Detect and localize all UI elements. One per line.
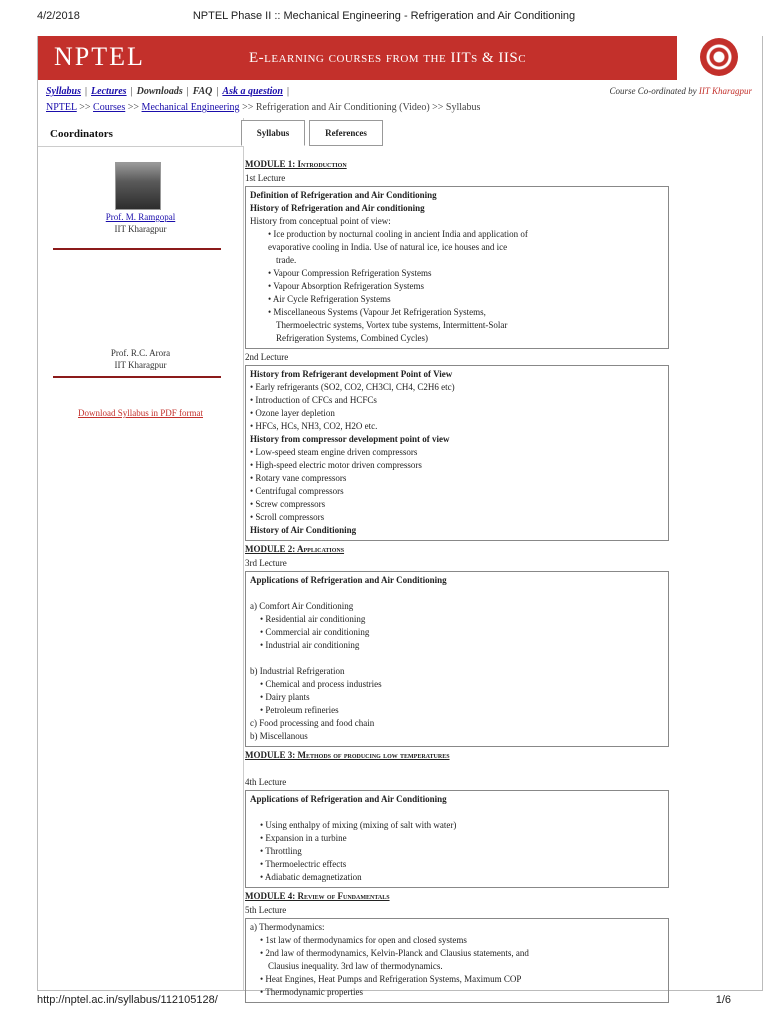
page-frame [37,36,763,997]
syllabus-line: Refrigeration Systems, Combined Cycles) [276,333,428,343]
nav-ask-link[interactable]: Ask a question [222,86,283,97]
pdf-download [38,408,243,418]
nptel-banner [38,36,762,80]
nav-syllabus-link[interactable]: Syllabus [46,86,82,97]
syllabus-line: • Ozone layer depletion [250,408,335,418]
lecture-label: 5th Lecture [245,905,287,915]
print-date: 4/2/2018 [37,10,80,22]
syllabus-line: • Air Cycle Refrigeration Systems [268,294,391,304]
syllabus-line: • Dairy plants [260,692,310,702]
syllabus-line: • Chemical and process industries [260,679,382,689]
coordinators-heading: Coordinators [50,128,113,140]
crumb-courses[interactable]: Courses [93,102,126,113]
syllabus-line: Applications of Refrigeration and Air Conditioning [250,794,447,804]
module-heading: MODULE 2: Applications [245,544,345,554]
tab-syllabus[interactable]: Syllabus [241,120,305,146]
syllabus-line: a) Thermodynamics: [250,922,325,932]
nptel-logo[interactable]: NPTEL [54,42,145,71]
syllabus-line: c) Food processing and food chain [250,718,375,728]
syllabus-line: • Miscellaneous Systems (Vapour Jet Refrigeration Systems, [268,307,486,317]
syllabus-line: • Petroleum refineries [260,705,339,715]
syllabus-line: History from compressor development point of view [250,434,450,444]
syllabus-line: • Adiabatic demagnetization [260,872,362,882]
tab-references[interactable]: References [309,120,383,146]
print-page-number: 1/6 [715,994,731,1006]
nav-sep: | [85,86,88,97]
syllabus-line: Clausius inequality. 3rd law of thermodynamics. [268,961,443,971]
nav-downloads[interactable]: Downloads [136,86,183,97]
prof-ramgopal-link[interactable]: Prof. M. Ramgopal [105,212,176,222]
syllabus-line: • Introduction of CFCs and HCFCs [250,395,377,405]
crumb-sep: >> [242,102,254,113]
lecture-label: 4th Lecture [245,777,287,787]
nav-lectures-link[interactable]: Lectures [91,86,127,97]
syllabus-line: • Residential air conditioning [260,614,366,624]
breadcrumb [46,102,480,113]
syllabus-line: • Ice production by nocturnal cooling in ancient India and application of [268,229,528,239]
syllabus-content [245,158,669,1005]
syllabus-line: • Expansion in a turbine [260,833,347,843]
coordinated-iit[interactable]: IIT Kharagpur [698,86,752,96]
print-title: NPTEL Phase II :: Mechanical Engineering - Refrigeration and Air Conditioning [192,10,576,22]
syllabus-line: • Low-speed steam engine driven compressors [250,447,418,457]
crumb-mech[interactable]: Mechanical Engineering [141,102,240,113]
lecture-label: 2nd Lecture [245,352,289,362]
syllabus-line: • HFCs, HCs, NH3, CO2, H2O etc. [250,421,378,431]
syllabus-line: b) Industrial Refrigeration [250,666,345,676]
spacer [245,762,669,775]
nptel-emblem-icon [676,36,762,80]
syllabus-line: • Rotary vane compressors [250,473,347,483]
coordinator-1-inst: IIT Kharagpur [114,224,167,234]
crumb-nptel[interactable]: NPTEL [46,102,77,113]
syllabus-line: • Commercial air conditioning [260,627,370,637]
syllabus-line: • Using enthalpy of mixing (mixing of salt with water) [260,820,457,830]
top-nav [46,86,293,97]
coordinator-2-inst: IIT Kharagpur [114,360,167,370]
course-coordinator [609,86,752,96]
syllabus-line: • Early refrigerants (SO2, CO2, CH3Cl, CH4, C2H6 etc) [250,382,455,392]
coordinator-divider [53,376,221,378]
syllabus-line: • Industrial air conditioning [260,640,360,650]
module-heading: MODULE 1: Introduction [245,159,347,169]
syllabus-line: • Vapour Absorption Refrigeration Systems [268,281,424,291]
lecture-box [245,186,669,349]
nav-sep: | [186,86,189,97]
print-url: http://nptel.ac.in/syllabus/112105128/ [37,994,218,1006]
syllabus-line: b) Miscellanous [250,731,308,741]
syllabus-line: trade. [276,255,297,265]
coordinator-1 [38,212,243,234]
syllabus-line: • 1st law of thermodynamics for open and closed systems [260,935,467,945]
syllabus-line: • Vapour Compression Refrigeration Systems [268,268,432,278]
syllabus-line: • 2nd law of thermodynamics, Kelvin-Planck and Clausius statements, and [260,948,529,958]
crumb-current: Refrigeration and Air Conditioning (Video) >> Syllabus [255,102,481,113]
spacer [250,587,664,600]
syllabus-line: a) Comfort Air Conditioning [250,601,354,611]
syllabus-line: • Screw compressors [250,499,326,509]
syllabus-line: • Thermoelectric effects [260,859,347,869]
download-syllabus-pdf-link[interactable]: Download Syllabus in PDF format [78,408,203,418]
coordinator-divider [53,248,221,250]
lecture-label: 1st Lecture [245,173,286,183]
sidebar-rule [38,146,243,147]
crumb-sep: >> [127,102,140,113]
syllabus-line: • High-speed electric motor driven compressors [250,460,422,470]
nav-sep: | [130,86,133,97]
syllabus-line: • Scroll compressors [250,512,325,522]
syllabus-line: • Centrifugal compressors [250,486,344,496]
syllabus-line: History from conceptual point of view: [250,216,391,226]
spacer [250,806,664,819]
coordinator-2-name: Prof. R.C. Arora [110,348,171,358]
syllabus-line: evaporative cooling in India. Use of natural ice, ice houses and ice [268,242,508,252]
syllabus-line: History from Refrigerant development Point of View [250,369,453,379]
syllabus-line: Definition of Refrigeration and Air Conditioning [250,190,437,200]
syllabus-line: History of Air Conditioning [250,525,357,535]
lecture-box [245,918,669,1003]
crumb-sep: >> [79,102,91,113]
syllabus-line: • Throttling [260,846,302,856]
syllabus-line: Thermoelectric systems, Vortex tube systems, Intermittent-Solar [276,320,508,330]
syllabus-line: • Thermodynamic properties [260,987,363,997]
lecture-box [245,365,669,541]
coordinators-sidebar [38,118,244,990]
nav-sep: | [286,86,289,97]
syllabus-line: History of Refrigeration and Air conditioning [250,203,425,213]
syllabus-line: • Heat Engines, Heat Pumps and Refrigeration Systems, Maximum COP [260,974,522,984]
module-heading: MODULE 4: Review of Fundamentals [245,891,390,901]
coordinated-by-label: Course Co-ordinated by [609,86,697,96]
module-heading: MODULE 3: Methods of producing low temperatures [245,750,450,760]
nav-faq[interactable]: FAQ [192,86,213,97]
lecture-label: 3rd Lecture [245,558,287,568]
lecture-box [245,571,669,747]
nav-sep: | [216,86,219,97]
syllabus-line: Applications of Refrigeration and Air Conditioning [250,575,447,585]
coordinator-photo [115,162,161,210]
spacer [250,652,664,665]
banner-tagline: E-learning courses from the IITs & IISc [249,50,527,66]
coordinator-2 [38,348,243,370]
lecture-box [245,790,669,888]
